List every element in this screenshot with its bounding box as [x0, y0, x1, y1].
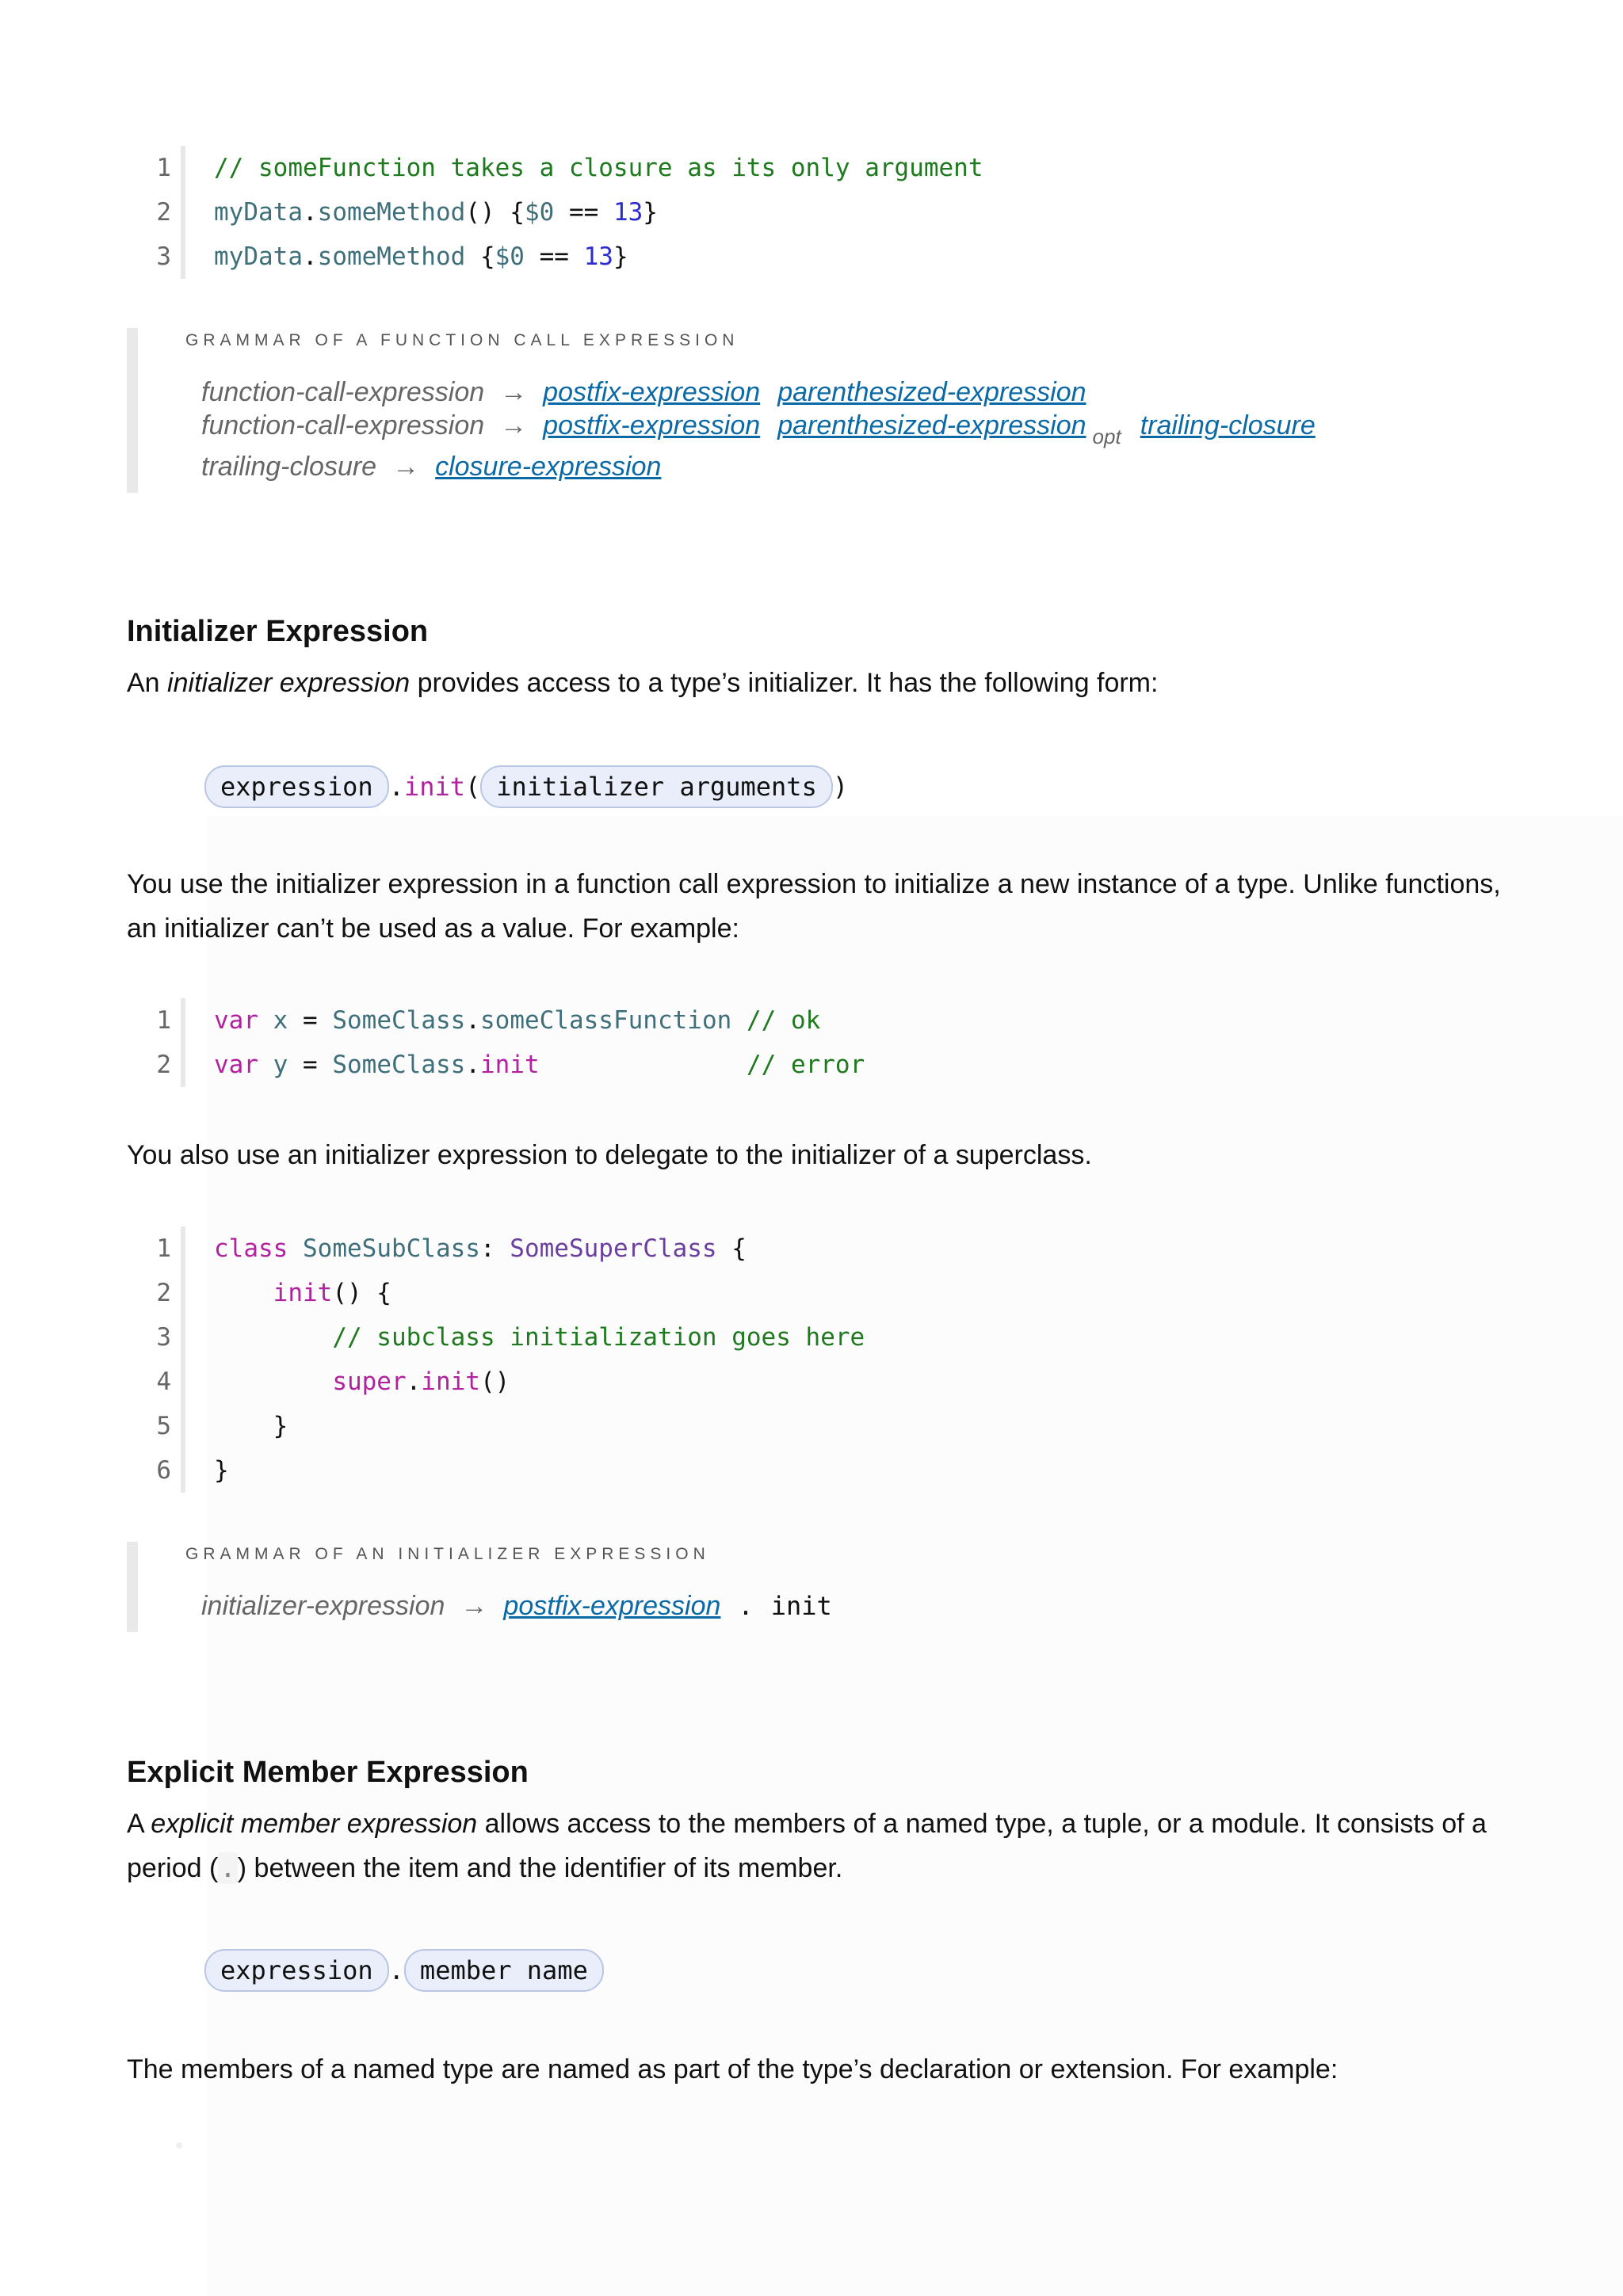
code-token: } — [643, 198, 658, 227]
syntax-form-explicit-member — [204, 1949, 604, 1992]
code-listing-subclass-init — [127, 1226, 865, 1493]
code-token: { — [716, 1234, 747, 1263]
code-gutter-bar — [181, 1315, 185, 1360]
grammar-rule-lhs: function-call-expression — [201, 377, 485, 407]
paragraph-explicit-named-type: The members of a named type are named as part of the type’s declaration or extension. For example: — [127, 2054, 1338, 2084]
code-source — [214, 1404, 288, 1448]
line-number: 3 — [156, 1323, 171, 1352]
code-token: // ok — [746, 1006, 821, 1035]
code-token: () { — [465, 198, 525, 227]
text: An — [127, 668, 168, 698]
code-token: = — [288, 1051, 333, 1079]
code-token: init — [273, 1279, 333, 1307]
paragraph-explicit-intro — [127, 1802, 1506, 1890]
code-token — [540, 1051, 747, 1079]
code-line — [127, 1315, 865, 1360]
text: ) between the item and the identifier of its member. — [237, 1853, 843, 1883]
code-source — [214, 1315, 865, 1360]
code-token: init — [421, 1367, 480, 1396]
line-number: 2 — [156, 1051, 171, 1079]
line-number: 6 — [156, 1456, 171, 1485]
line-number: 1 — [156, 1234, 171, 1263]
page-speck — [176, 2142, 182, 2149]
code-token: SomeClass — [332, 1051, 466, 1079]
code-line — [127, 1360, 865, 1404]
grammar-rule — [201, 410, 1333, 448]
line-number: 4 — [156, 1367, 171, 1396]
term-explicit-member-expression: explicit member expression — [151, 1809, 478, 1839]
code-token: SomeSubClass — [303, 1234, 480, 1263]
optional-marker: opt — [1092, 425, 1121, 448]
grammar-rule — [201, 377, 1104, 408]
code-gutter-bar — [181, 1360, 185, 1404]
section-heading-explicit-member-expression: Explicit Member Expression — [127, 1756, 529, 1789]
code-source — [214, 190, 658, 235]
text: provides access to a type’s initializer. It has the following form: — [410, 668, 1159, 698]
code-token: var — [214, 1051, 258, 1079]
line-number: 3 — [156, 242, 171, 271]
grammar-link-trailing-closure[interactable]: trailing-closure — [1140, 410, 1316, 441]
grammar-rule-lhs: trailing-closure — [201, 452, 377, 482]
grammar-rule — [201, 452, 678, 482]
arrow-icon: → — [500, 410, 528, 441]
code-token: () { — [332, 1279, 391, 1307]
code-token: $0 — [524, 198, 555, 227]
code-token: . — [465, 1006, 480, 1035]
code-token: someMethod — [317, 198, 466, 227]
line-number: 1 — [156, 1006, 171, 1035]
code-line — [127, 190, 983, 235]
code-gutter-bar — [181, 1226, 185, 1271]
code-token — [214, 1279, 273, 1307]
code-token: y — [273, 1051, 288, 1079]
section-heading-initializer-expression: Initializer Expression — [127, 615, 429, 648]
code-token — [214, 1367, 332, 1396]
line-number: 5 — [156, 1412, 171, 1440]
code-token: x — [273, 1006, 288, 1035]
line-number: 1 — [156, 154, 171, 182]
syntax-open-paren: ( — [464, 772, 481, 802]
code-gutter-bar — [181, 998, 185, 1043]
code-token: 13 — [613, 198, 643, 227]
placeholder-expression: expression — [204, 765, 389, 808]
paragraph-initializer-delegate: You also use an initializer expression to delegate to the initializer of a superclass. — [127, 1140, 1092, 1170]
code-gutter-bar — [181, 235, 185, 279]
grammar-function-call-expression — [127, 328, 1316, 493]
syntax-dot: . — [388, 1955, 404, 1985]
code-line — [127, 1448, 865, 1493]
code-token — [258, 1006, 273, 1035]
code-token: } — [214, 1412, 288, 1440]
grammar-title: GRAMMAR OF A FUNCTION CALL EXPRESSION — [185, 331, 739, 349]
inline-code-period: . — [220, 1852, 236, 1884]
code-source — [214, 998, 820, 1043]
code-source — [214, 1448, 229, 1493]
code-source — [214, 146, 983, 190]
code-token: myData — [214, 198, 303, 227]
code-token: = — [288, 1006, 333, 1035]
code-token: . — [302, 242, 318, 271]
code-token — [258, 1051, 273, 1079]
code-token: init — [480, 1051, 540, 1079]
paragraph-initializer-intro — [127, 661, 1506, 705]
code-line — [127, 1404, 865, 1448]
syntax-close-paren: ) — [832, 772, 849, 802]
code-line — [127, 1271, 865, 1315]
code-token: class — [214, 1234, 288, 1263]
code-token: { — [465, 242, 495, 271]
code-gutter-bar — [181, 1043, 185, 1087]
code-token — [214, 1323, 332, 1352]
syntax-dot: . — [388, 772, 404, 802]
code-listing-initializer-value — [127, 998, 865, 1087]
code-source — [214, 1271, 391, 1315]
code-line — [127, 146, 983, 190]
code-source — [214, 1360, 510, 1404]
grammar-link-postfix-expression[interactable]: postfix-expression — [503, 1591, 721, 1621]
placeholder-expression: expression — [204, 1949, 389, 1992]
grammar-link-parenthesized-expression[interactable]: parenthesized-expression — [777, 410, 1086, 441]
placeholder-initializer-arguments: initializer arguments — [480, 765, 833, 808]
placeholder-member-name: member name — [404, 1949, 604, 1992]
code-line — [127, 998, 865, 1043]
code-gutter-bar — [181, 190, 185, 235]
code-token: super — [332, 1367, 407, 1396]
code-token: SomeSuperClass — [510, 1234, 717, 1263]
code-token: // subclass initialization goes here — [332, 1323, 865, 1352]
code-token: } — [613, 242, 628, 271]
code-token: . — [465, 1051, 480, 1079]
code-token: == — [524, 242, 584, 271]
code-token: // someFunction takes a closure as its only argument — [214, 154, 983, 182]
grammar-link-postfix-expression[interactable]: postfix-expression — [543, 377, 761, 407]
code-token: . — [302, 198, 318, 227]
grammar-literal-init: init — [770, 1591, 832, 1621]
syntax-form-initializer — [204, 765, 848, 808]
grammar-link-parenthesized-expression[interactable]: parenthesized-expression — [777, 377, 1086, 407]
arrow-icon: → — [500, 377, 528, 407]
arrow-icon: → — [392, 452, 420, 482]
code-gutter-bar — [181, 1271, 185, 1315]
code-line — [127, 1226, 865, 1271]
code-token: () — [479, 1367, 510, 1396]
code-token: : — [479, 1234, 510, 1263]
code-line — [127, 1043, 865, 1087]
code-token: someMethod — [317, 242, 466, 271]
code-token: SomeClass — [332, 1006, 466, 1035]
code-token: . — [406, 1367, 422, 1396]
code-token — [731, 1006, 747, 1035]
grammar-link-postfix-expression[interactable]: postfix-expression — [543, 410, 761, 441]
line-number: 2 — [156, 198, 171, 227]
code-token: someClassFunction — [480, 1006, 732, 1035]
grammar-literal-dot: . — [738, 1591, 754, 1621]
paragraph-initializer-usage: You use the initializer expression in a function call expression to initialize a new instance of a type. Unlike functions, an initializer can’t be used as a value. For example: — [127, 869, 1501, 944]
code-source — [214, 1226, 747, 1271]
term-initializer-expression: initializer expression — [167, 668, 411, 698]
code-token: 13 — [583, 242, 613, 271]
code-token — [288, 1234, 303, 1263]
code-token: } — [214, 1456, 229, 1485]
code-token: // error — [746, 1051, 865, 1079]
code-listing-closure-call — [127, 146, 983, 279]
grammar-link-closure-expression[interactable]: closure-expression — [435, 452, 662, 482]
text: A — [127, 1809, 151, 1839]
code-token: myData — [214, 242, 303, 271]
line-number: 2 — [156, 1279, 171, 1307]
code-line — [127, 235, 983, 279]
grammar-rule-lhs: initializer-expression — [201, 1591, 445, 1621]
code-gutter-bar — [181, 146, 185, 190]
code-gutter-bar — [181, 1404, 185, 1448]
code-source — [214, 235, 628, 279]
code-gutter-bar — [181, 1448, 185, 1493]
syntax-keyword-init: init — [403, 772, 465, 802]
code-token: var — [214, 1006, 258, 1035]
grammar-rule — [201, 1591, 850, 1622]
grammar-title: GRAMMAR OF AN INITIALIZER EXPRESSION — [185, 1545, 710, 1563]
code-source — [214, 1043, 865, 1087]
code-token: == — [554, 198, 613, 227]
grammar-rule-lhs: function-call-expression — [201, 410, 485, 441]
text: allows access to the members of a named type, a tuple, or a module. It consists of a period ( — [127, 1809, 1487, 1883]
grammar-initializer-expression — [127, 1542, 832, 1632]
code-token: $0 — [495, 242, 525, 271]
arrow-icon: → — [460, 1591, 488, 1621]
